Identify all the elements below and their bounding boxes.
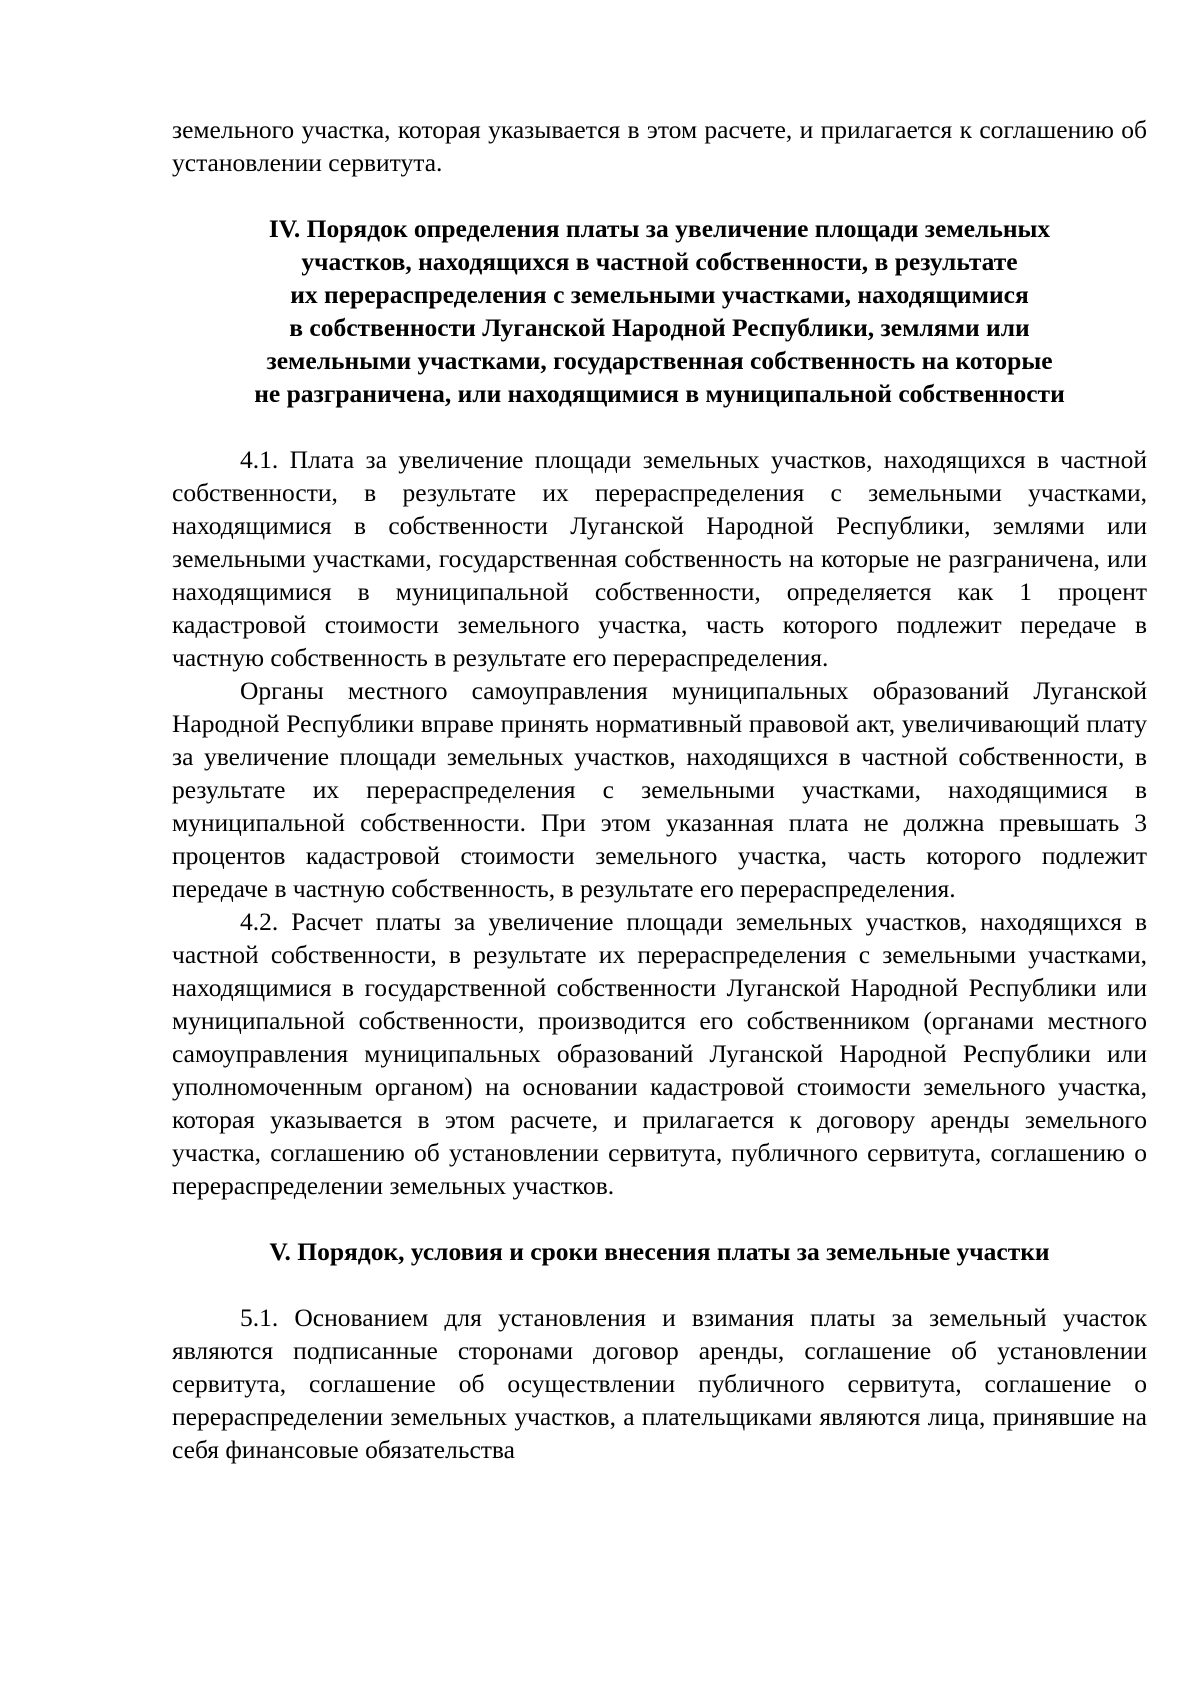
section-v-heading: V. Порядок, условия и сроки внесения платы за земельные участки (269, 1237, 1050, 1266)
continuation-paragraph: земельного участка, которая указывается в этом расчете, и прилагается к соглашению об установлении сервитута. (172, 115, 1147, 177)
paragraph-5-1: 5.1. Основанием для установления и взимания платы за земельный участок являются подписанные сторонами договор аренды, соглашение об установлении сервитута, соглашение об осуществлении публичного сервитута, соглашение о перераспределении земельных участков, а плательщиками являются лица, принявшие на себя финансовые обязательства (172, 1303, 1147, 1464)
paragraph-4-2: 4.2. Расчет платы за увеличение площади земельных участков, находящихся в частной собственности, в результате их перераспределения с земельными участками, находящимися в государственной собственности Луганской Народной Республики или муниципальной собственности, производится его собственником (органами местного самоуправления муниципальных образований Луганской Народной Республики или уполномоченным органом) на основании кадастровой стоимости земельного участка, которая указывается в этом расчете, и прилагается к договору аренды земельного участка, соглашению об установлении сервитута, публичного сервитута, соглашению о перераспределении земельных участков. (172, 907, 1147, 1200)
heading-line: IV. Порядок определения платы за увеличение площади земельных (268, 214, 1051, 243)
page-body (172, 113, 1147, 1466)
heading-line: их перераспределения с земельными участками, находящимися (290, 280, 1029, 309)
heading-line: не разграничена, или находящимися в муниципальной собственности (254, 379, 1065, 408)
heading-line: в собственности Луганской Народной Республики, землями или (289, 313, 1030, 342)
heading-line: земельными участками, государственная собственность на которые (266, 346, 1053, 375)
section-iv-heading (172, 212, 1147, 410)
heading-line: участков, находящихся в частной собственности, в результате (301, 247, 1018, 276)
paragraph-4-1: 4.1. Плата за увеличение площади земельных участков, находящихся в частной собственности, в результате их перераспределения с земельными участками, находящимися в собственности Луганской Народной Республики, землями или земельными участками, государственная собственность на которые не разграничена, или находящимися в муниципальной собственности, определяется как 1 процент кадастровой стоимости земельного участка, часть которого подлежит передаче в частную собственность в результате его перераспределения. (172, 445, 1147, 672)
spacer (172, 179, 1147, 212)
spacer (172, 1202, 1147, 1235)
spacer (172, 1268, 1147, 1301)
paragraph-4-1-local-authorities: Органы местного самоуправления муниципальных образований Луганской Народной Республики вправе принять нормативный правовой акт, увеличивающий плату за увеличение площади земельных участков, находящихся в частной собственности, в результате их перераспределения с земельными участками, находящимися в муниципальной собственности. При этом указанная плата не должна превышать 3 процентов кадастровой стоимости земельного участка, часть которого подлежит передаче в частную собственность, в результате его перераспределения. (172, 676, 1147, 903)
spacer (172, 410, 1147, 443)
